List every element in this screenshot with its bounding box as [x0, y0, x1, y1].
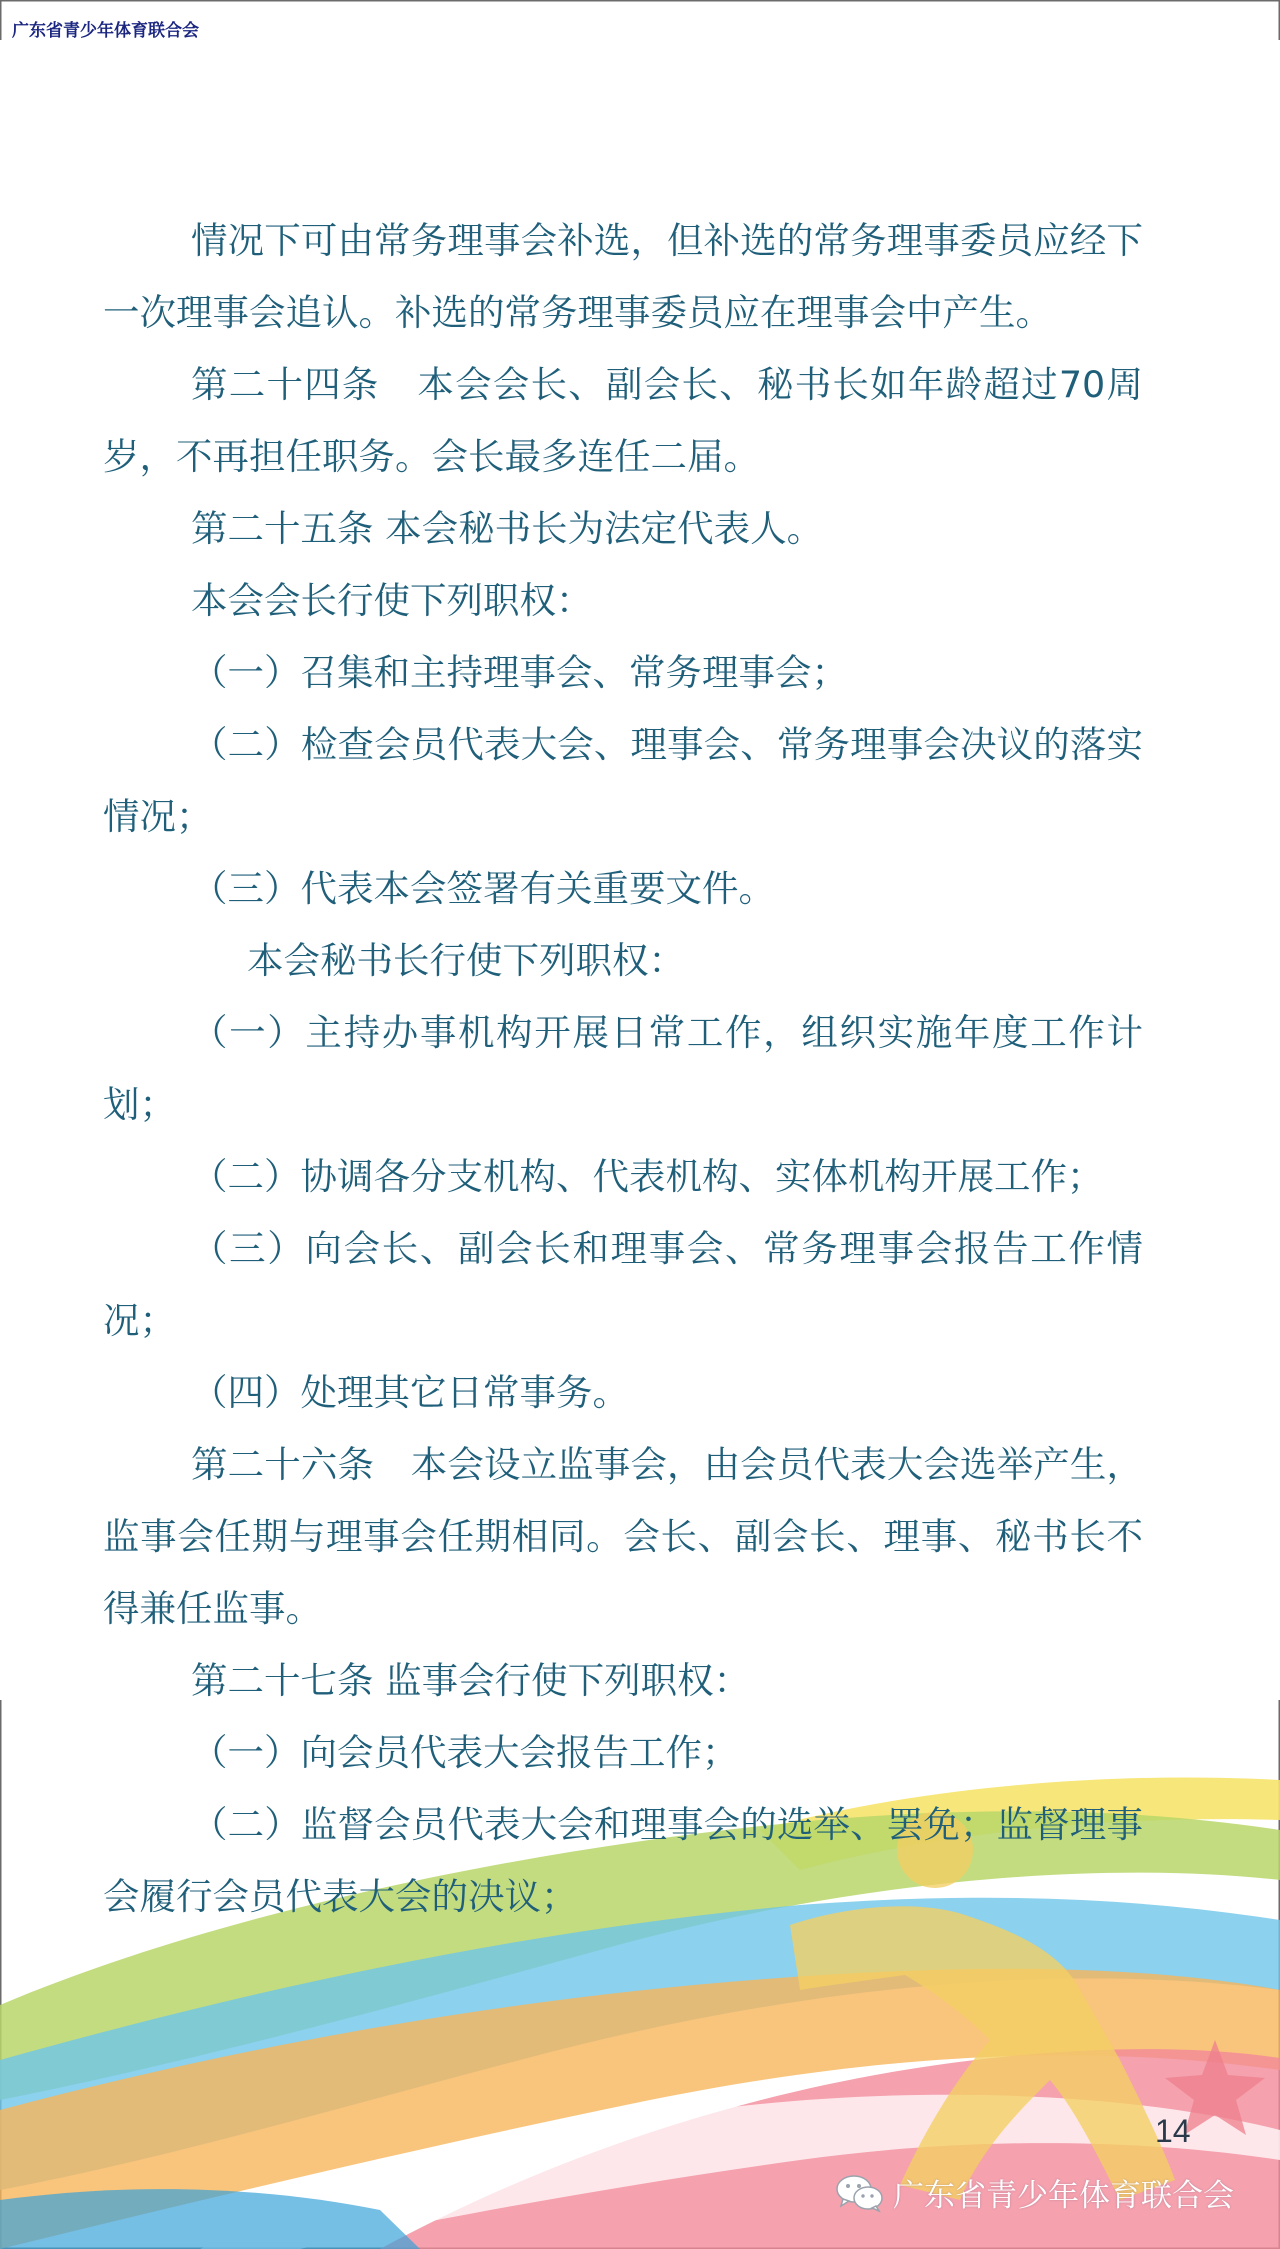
supervisor-power-1: （一）向会员代表大会报告工作；	[191, 1731, 739, 1774]
header-organization-name: 广东省青少年体育联合会	[12, 21, 199, 41]
footer-brand-text: 广东省青少年体育联合会	[893, 2178, 1234, 2214]
president-power-3: （三）代表本会签署有关重要文件。	[191, 867, 775, 910]
supervisor-power-2: （二）监督会员代表大会和理事会的选举、罢免；监督理事会履行会员代表大会的决议；	[103, 1803, 1143, 1918]
document-body	[103, 205, 1143, 1933]
secretary-power-3: （三）向会长、副会长和理事会、常务理事会报告工作情况；	[103, 1227, 1143, 1342]
wechat-icon	[835, 2173, 885, 2213]
article-27: 第二十七条 监事会行使下列职权：	[191, 1659, 751, 1702]
footer-brand	[835, 2170, 1234, 2215]
secretary-power-2: （二）协调各分支机构、代表机构、实体机构开展工作；	[191, 1155, 1104, 1198]
secretary-power-4: （四）处理其它日常事务。	[191, 1371, 629, 1414]
article-25: 第二十五条 本会秘书长为法定代表人。	[191, 507, 824, 550]
page-number: 14	[1155, 2113, 1191, 2149]
president-powers-heading: 本会会长行使下列职权：	[191, 579, 593, 622]
article-24: 第二十四条 本会会长、副会长、秘书长如年龄超过70周岁，不再担任职务。会长最多连任二届。	[103, 363, 1143, 478]
secretary-powers-heading: 本会秘书长行使下列职权：	[247, 939, 685, 982]
secretary-power-1: （一）主持办事机构开展日常工作，组织实施年度工作计划；	[103, 1011, 1143, 1126]
president-power-1: （一）召集和主持理事会、常务理事会；	[191, 651, 848, 694]
president-power-2: （二）检查会员代表大会、理事会、常务理事会决议的落实情况；	[103, 723, 1143, 838]
paragraph-1: 情况下可由常务理事会补选，但补选的常务理事委员应经下一次理事会追认。补选的常务理事委员应在理事会中产生。	[103, 219, 1143, 334]
article-26: 第二十六条 本会设立监事会，由会员代表大会选举产生，监事会任期与理事会任期相同。会长、副会长、理事、秘书长不得兼任监事。	[103, 1443, 1143, 1630]
